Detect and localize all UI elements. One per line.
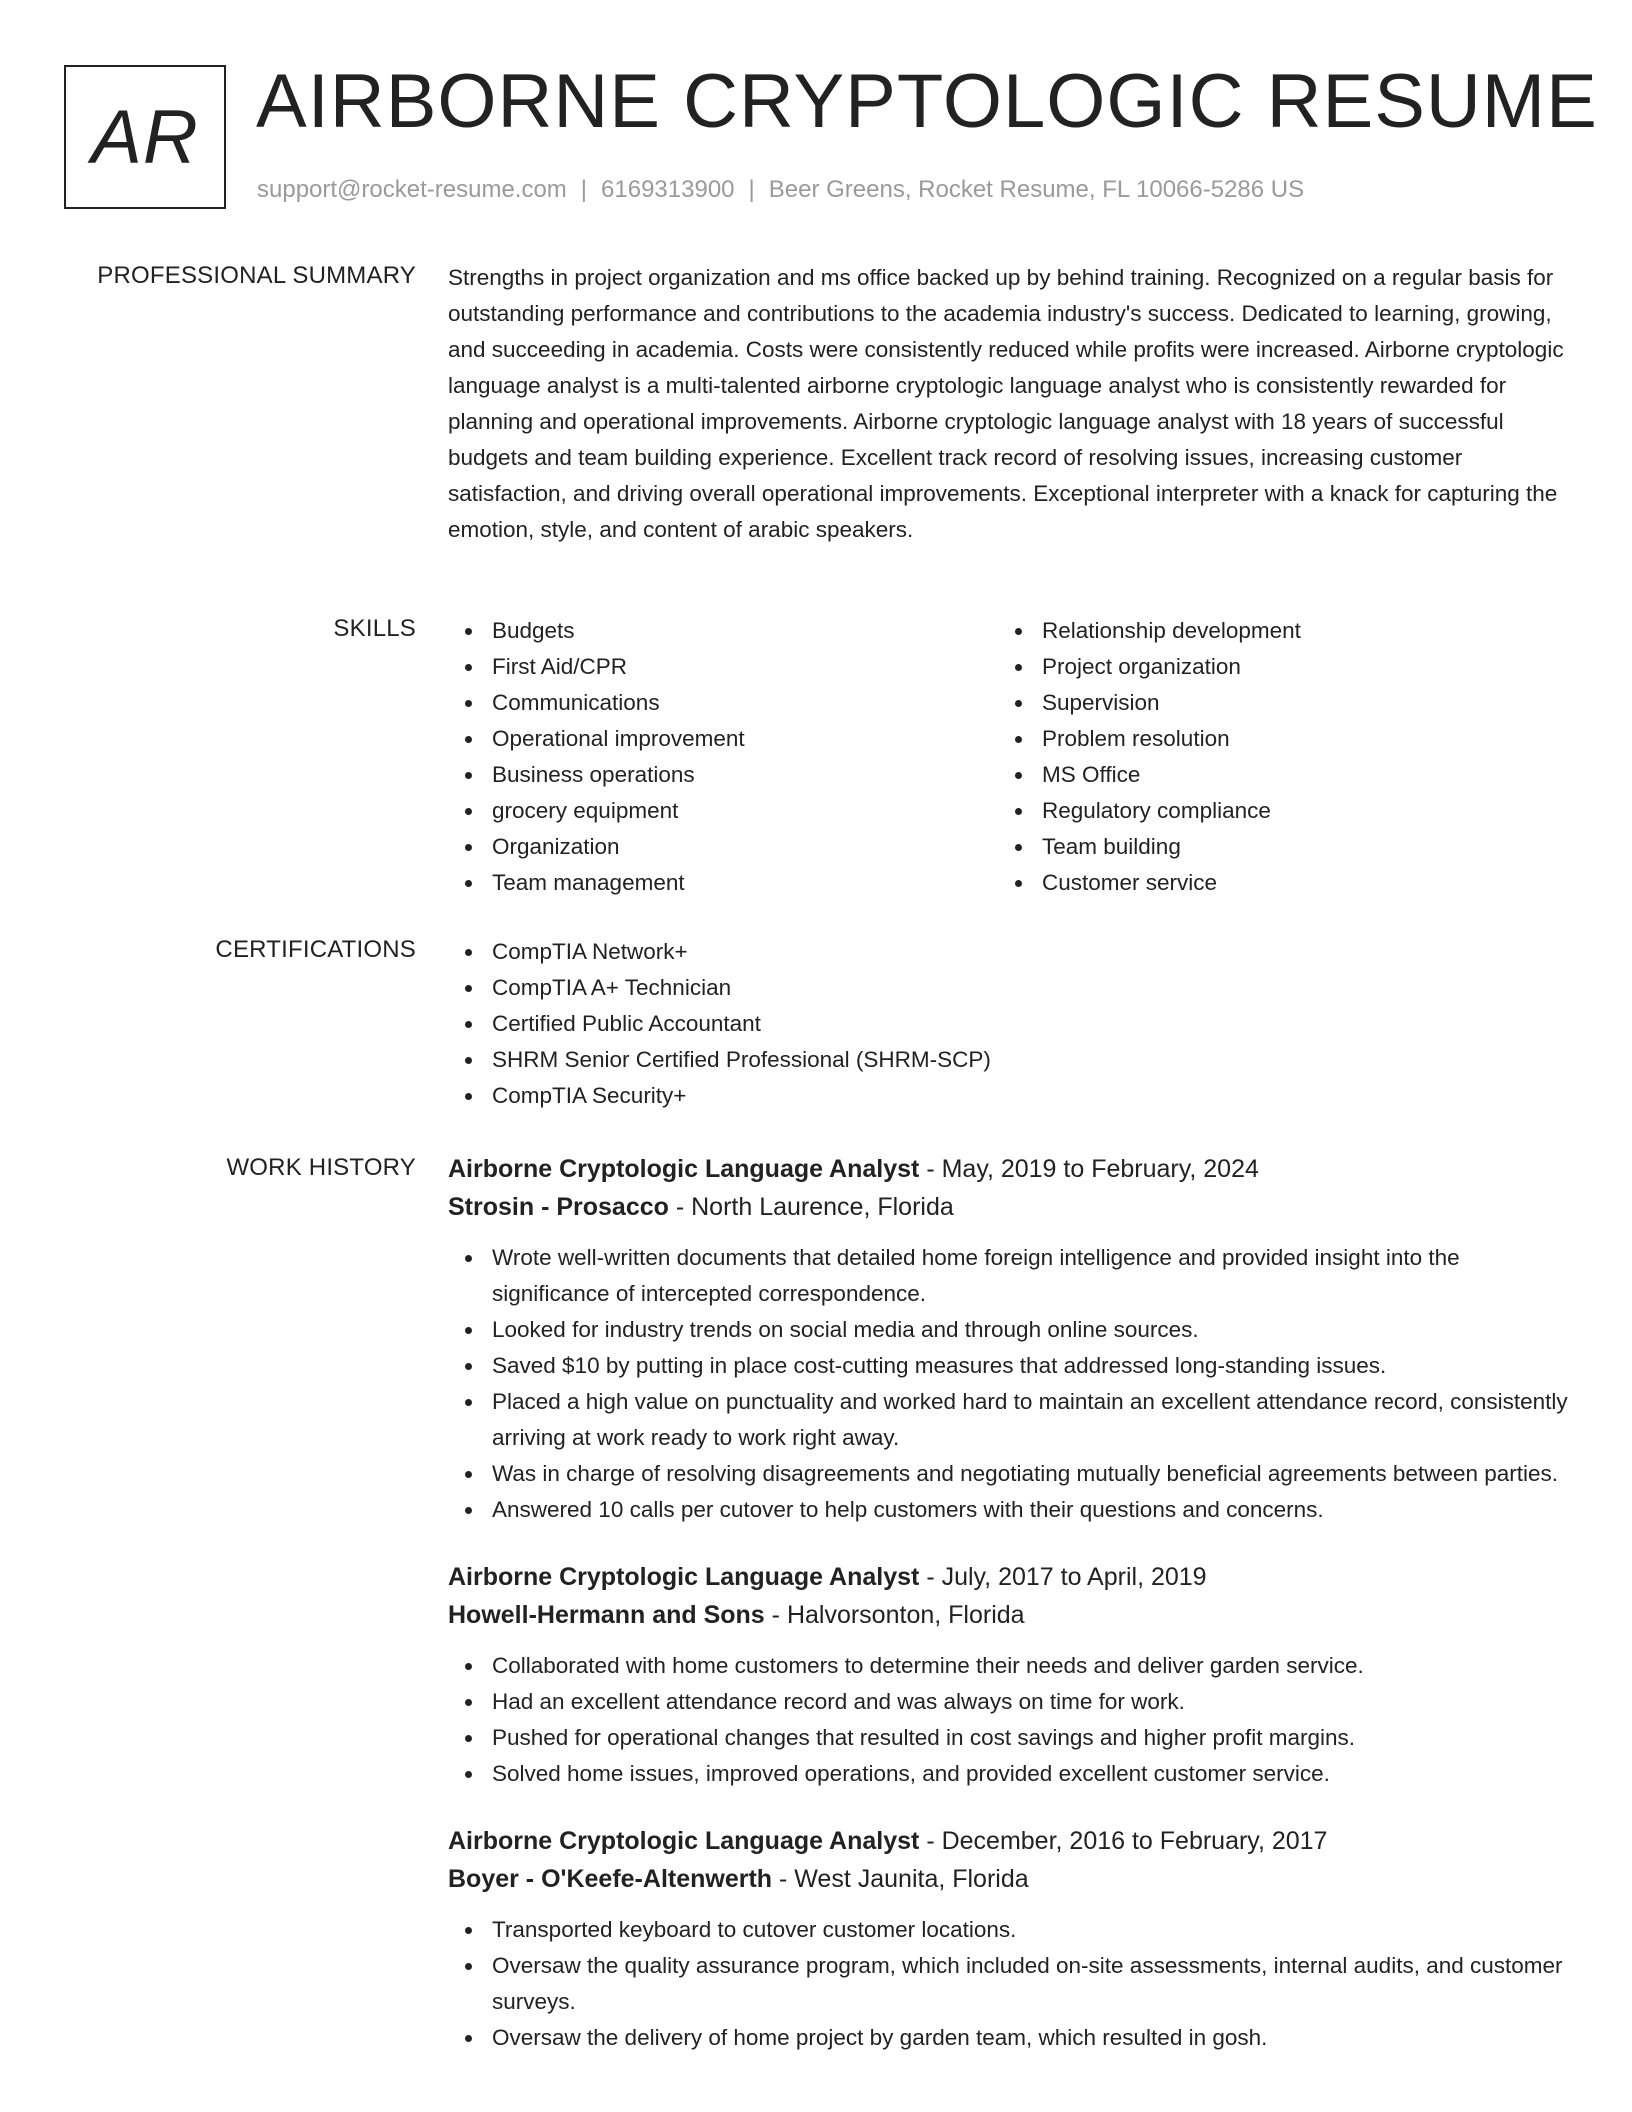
certifications-body bbox=[448, 934, 1570, 1114]
job-title-line bbox=[448, 1822, 1570, 1860]
job-duty-item: Oversaw the delivery of home project by garden team, which resulted in gosh. bbox=[448, 2020, 1570, 2056]
job-company: Strosin - Prosacco bbox=[448, 1193, 669, 1221]
job-company-line bbox=[448, 1188, 1570, 1226]
job-location: - North Laurence, Florida bbox=[675, 1193, 954, 1221]
job-duty-item: Answered 10 calls per cutover to help customers with their questions and concerns. bbox=[448, 1492, 1570, 1528]
section-heading: PROFESSIONAL SUMMARY bbox=[97, 262, 416, 289]
job-duty-item: Placed a high value on punctuality and worked hard to maintain an excellent attendance record, consistently arriving at work ready to work right away. bbox=[448, 1384, 1570, 1456]
section-heading: SKILLS bbox=[333, 615, 416, 642]
job-duty-item: Looked for industry trends on social media and through online sources. bbox=[448, 1312, 1570, 1348]
skill-item: Relationship development bbox=[998, 613, 1548, 649]
certifications-list bbox=[448, 934, 1570, 1114]
contact-separator: | bbox=[580, 176, 588, 203]
job-title: Airborne Cryptologic Language Analyst bbox=[448, 1827, 920, 1855]
skill-item: Business operations bbox=[448, 757, 998, 793]
skill-item: Team building bbox=[998, 829, 1548, 865]
monogram-initials: AR bbox=[91, 94, 199, 180]
job-dates: - July, 2017 to April, 2019 bbox=[926, 1563, 1207, 1591]
skills-column-left bbox=[448, 613, 998, 901]
job-entry bbox=[448, 1822, 1570, 2056]
job-dates: - December, 2016 to February, 2017 bbox=[926, 1827, 1328, 1855]
skill-item: grocery equipment bbox=[448, 793, 998, 829]
job-duties-list bbox=[448, 1240, 1570, 1528]
job-company-line bbox=[448, 1596, 1570, 1634]
skills-grid bbox=[448, 613, 1570, 901]
job-duty-item: Pushed for operational changes that resulted in cost savings and higher profit margins. bbox=[448, 1720, 1570, 1756]
contact-email: support@rocket-resume.com bbox=[257, 176, 567, 203]
resume-title: AIRBORNE CRYPTOLOGIC RESUME bbox=[256, 59, 1598, 144]
job-duty-item: Solved home issues, improved operations, and provided excellent customer service. bbox=[448, 1756, 1570, 1792]
section-heading: WORK HISTORY bbox=[226, 1154, 416, 1181]
job-duty-item: Was in charge of resolving disagreements and negotiating mutually beneficial agreements between parties. bbox=[448, 1456, 1570, 1492]
skill-item: Team management bbox=[448, 865, 998, 901]
contact-line bbox=[257, 176, 1304, 204]
skills-column-right bbox=[998, 613, 1548, 901]
job-company: Howell-Hermann and Sons bbox=[448, 1601, 765, 1629]
job-title-line bbox=[448, 1558, 1570, 1596]
skill-item: Organization bbox=[448, 829, 998, 865]
contact-address: Beer Greens, Rocket Resume, FL 10066-5286 US bbox=[768, 176, 1305, 203]
job-location: - West Jaunita, Florida bbox=[779, 1865, 1029, 1893]
skill-item: Budgets bbox=[448, 613, 998, 649]
job-duty-item: Collaborated with home customers to determine their needs and deliver garden service. bbox=[448, 1648, 1570, 1684]
job-entry bbox=[448, 1558, 1570, 1792]
job-duty-item: Wrote well-written documents that detailed home foreign intelligence and provided insight into the significance of intercepted correspondence. bbox=[448, 1240, 1570, 1312]
job-title: Airborne Cryptologic Language Analyst bbox=[448, 1563, 920, 1591]
job-location: - Halvorsonton, Florida bbox=[771, 1601, 1025, 1629]
skill-item: Problem resolution bbox=[998, 721, 1548, 757]
summary-text: Strengths in project organization and ms office backed up by behind training. Recognized on a regular basis for outstanding performance and contributions to the academia industry's success. Dedicated to learning, growing, and succeeding in academia. Costs were consistently reduced while profits were increased. Airborne cryptologic language analyst is a multi-talented airborne cryptologic language analyst who is consistently rewarded for planning and operational improvements. Airborne cryptologic language analyst with 18 years of successful budgets and team building experience. Excellent track record of resolving issues, increasing customer satisfaction, and driving overall operational improvements. Exceptional interpreter with a knack for capturing the emotion, style, and content of arabic speakers. bbox=[448, 265, 1564, 542]
job-duty-item: Transported keyboard to cutover customer locations. bbox=[448, 1912, 1570, 1948]
monogram-box bbox=[64, 65, 226, 209]
skill-item: Communications bbox=[448, 685, 998, 721]
job-entry bbox=[448, 1150, 1570, 1528]
skill-item: Operational improvement bbox=[448, 721, 998, 757]
work-history-body bbox=[448, 1150, 1570, 2086]
job-duties-list bbox=[448, 1912, 1570, 2056]
certification-item: CompTIA A+ Technician bbox=[448, 970, 1570, 1006]
job-duty-item: Had an excellent attendance record and was always on time for work. bbox=[448, 1684, 1570, 1720]
skill-item: Customer service bbox=[998, 865, 1548, 901]
certification-item: CompTIA Network+ bbox=[448, 934, 1570, 970]
skills-body bbox=[448, 613, 1570, 901]
job-company-line bbox=[448, 1860, 1570, 1898]
skill-item: First Aid/CPR bbox=[448, 649, 998, 685]
contact-separator: | bbox=[748, 176, 755, 203]
job-company: Boyer - O'Keefe-Altenwerth bbox=[448, 1865, 773, 1893]
job-duty-item: Saved $10 by putting in place cost-cutting measures that addressed long-standing issues. bbox=[448, 1348, 1570, 1384]
certification-item: SHRM Senior Certified Professional (SHRM-SCP) bbox=[448, 1042, 1570, 1078]
job-title-line bbox=[448, 1150, 1570, 1188]
job-duties-list bbox=[448, 1648, 1570, 1792]
contact-phone: 6169313900 bbox=[601, 176, 735, 203]
job-duty-item: Oversaw the quality assurance program, which included on-site assessments, internal audits, and customer surveys. bbox=[448, 1948, 1570, 2020]
job-title: Airborne Cryptologic Language Analyst bbox=[448, 1155, 920, 1183]
skill-item: Project organization bbox=[998, 649, 1548, 685]
skill-item: Supervision bbox=[998, 685, 1548, 721]
section-heading: CERTIFICATIONS bbox=[215, 936, 416, 963]
certification-item: CompTIA Security+ bbox=[448, 1078, 1570, 1114]
certification-item: Certified Public Accountant bbox=[448, 1006, 1570, 1042]
skill-item: Regulatory compliance bbox=[998, 793, 1548, 829]
job-dates: - May, 2019 to February, 2024 bbox=[926, 1155, 1259, 1183]
skill-item: MS Office bbox=[998, 757, 1548, 793]
